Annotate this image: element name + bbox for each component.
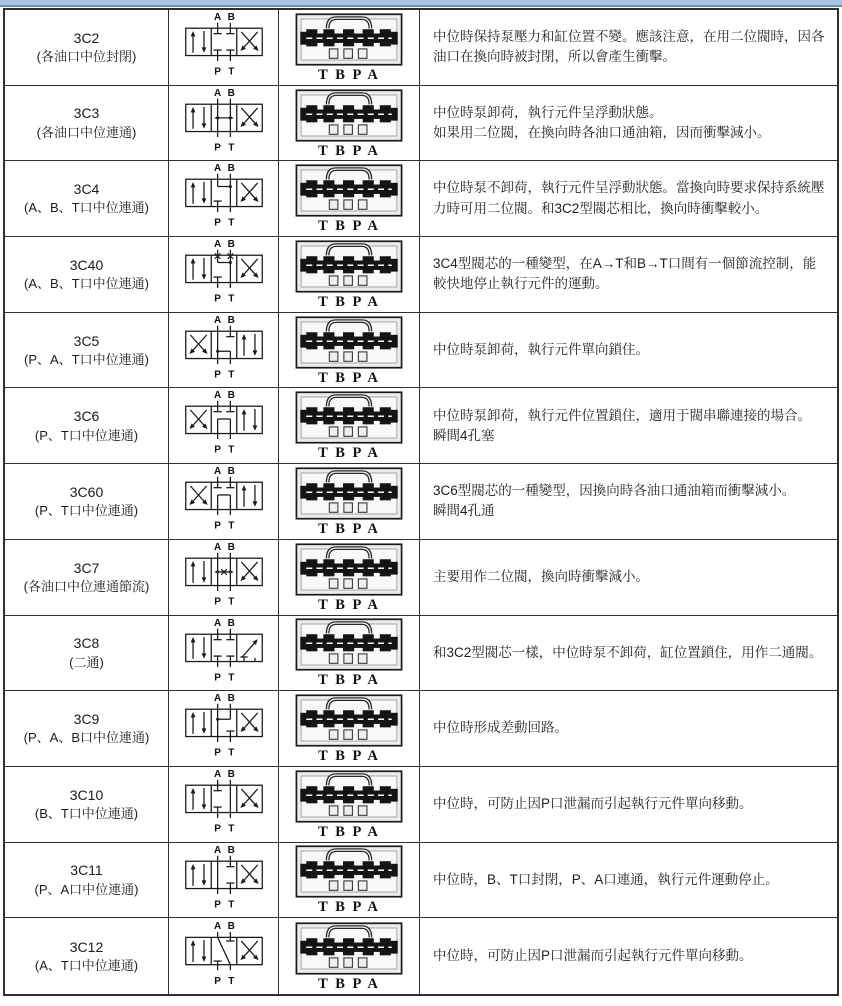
spool-diagram-icon	[291, 922, 407, 975]
description-cell: 中位時形成差動回路。	[433, 720, 568, 736]
port-p-label: P	[213, 369, 221, 381]
spool-diagram-icon	[291, 618, 407, 671]
valve-type-name: (P、T口中位連通)	[34, 427, 139, 443]
valve-type-code: 3C40	[69, 256, 104, 273]
port-a-label: A	[213, 768, 221, 780]
symbol-cell	[169, 691, 279, 766]
spool-port-labels: T B P A	[318, 596, 380, 613]
port-b-label: B	[227, 768, 235, 780]
spool-cell	[279, 691, 420, 766]
type-cell	[5, 86, 169, 161]
port-p-label: P	[213, 520, 221, 532]
port-t-label: T	[227, 823, 234, 835]
symbol-cell	[169, 388, 279, 463]
port-t-label: T	[227, 975, 234, 987]
spool-port-labels: T B P A	[318, 142, 380, 159]
port-a-label: A	[213, 466, 221, 478]
port-t-label: T	[227, 66, 234, 78]
valve-type-name: (P、A口中位連通)	[34, 881, 139, 897]
valve-type-code: 3C5	[73, 332, 100, 349]
table-row	[5, 843, 837, 919]
port-p-label: P	[213, 218, 221, 230]
port-t-label: T	[227, 596, 234, 608]
port-a-label: A	[213, 12, 221, 24]
valve-type-name: (各油口中位連通節流)	[23, 578, 150, 594]
spool-cell	[279, 464, 420, 539]
port-b-label: B	[227, 844, 235, 856]
hydraulic-valve-symbol-icon	[173, 237, 275, 312]
symbol-cell	[169, 843, 279, 918]
spool-cell	[279, 10, 420, 85]
table-row	[5, 691, 837, 767]
spool-diagram-icon	[291, 543, 407, 596]
valve-type-name: (P、A、B口中位連通)	[23, 730, 150, 746]
port-p-label: P	[213, 293, 221, 305]
hydraulic-valve-symbol-icon	[173, 86, 275, 161]
port-t-label: T	[227, 520, 234, 532]
valve-type-name: (A、B、T口中位連通)	[24, 200, 149, 216]
port-a-label: A	[213, 163, 221, 175]
type-cell	[5, 540, 169, 615]
valve-type-name: (A、B、T口中位連通)	[24, 276, 149, 292]
spool-diagram-icon	[291, 694, 407, 747]
port-a-label: A	[213, 844, 221, 856]
spool-diagram-icon	[291, 467, 407, 520]
port-b-label: B	[227, 239, 235, 251]
port-b-label: B	[227, 693, 235, 705]
description-cell: 中位時，可防止因P口泄漏而引起執行元件單向移動。	[433, 796, 753, 812]
hydraulic-valve-symbol-icon	[173, 161, 275, 236]
symbol-cell	[169, 540, 279, 615]
description-cell: 中位時保持泵壓力和缸位置不變。應該注意，在用二位閥時，因各油口在換向時被封閉，所以會產生衝擊。	[433, 29, 825, 65]
table-row	[5, 10, 837, 86]
port-a-label: A	[213, 541, 221, 553]
port-b-label: B	[227, 920, 235, 932]
table-row	[5, 388, 837, 464]
symbol-cell	[169, 464, 279, 539]
symbol-cell	[169, 918, 279, 994]
port-p-label: P	[213, 899, 221, 911]
port-p-label: P	[213, 596, 221, 608]
valve-type-name: (B、T口中位連通)	[34, 805, 139, 821]
table-row	[5, 616, 837, 692]
type-cell	[5, 616, 169, 691]
symbol-cell	[169, 616, 279, 691]
spool-cell	[279, 540, 420, 615]
port-t-label: T	[227, 445, 234, 457]
valve-type-code: 3C9	[73, 710, 100, 727]
symbol-cell	[169, 86, 279, 161]
spool-type-table	[3, 8, 839, 996]
table-row	[5, 540, 837, 616]
valve-type-code: 3C4	[73, 181, 100, 198]
spool-cell	[279, 616, 420, 691]
table-row	[5, 464, 837, 540]
description-cell: 主要用作二位閥，換向時衝擊減小。	[433, 569, 649, 585]
port-t-label: T	[227, 899, 234, 911]
valve-type-code: 3C3	[73, 105, 100, 122]
port-t-label: T	[227, 369, 234, 381]
valve-type-name: (各油口中位連通)	[36, 124, 137, 140]
valve-type-name: (各油口中位封閉)	[36, 49, 137, 65]
port-p-label: P	[213, 747, 221, 759]
hydraulic-valve-symbol-icon	[173, 10, 275, 85]
valve-type-code: 3C60	[69, 483, 104, 500]
table-row	[5, 918, 837, 994]
table-row	[5, 767, 837, 843]
port-b-label: B	[227, 163, 235, 175]
spool-port-labels: T B P A	[318, 520, 380, 537]
spool-port-labels: T B P A	[318, 899, 380, 916]
port-b-label: B	[227, 390, 235, 402]
port-t-label: T	[227, 672, 234, 684]
hydraulic-valve-symbol-icon	[173, 767, 275, 842]
type-cell	[5, 388, 169, 463]
table-row	[5, 313, 837, 389]
port-b-label: B	[227, 466, 235, 478]
hydraulic-valve-symbol-icon	[173, 843, 275, 918]
description-cell: 中位時泵不卸荷，執行元件呈浮動狀態。當換向時要求保持系統壓力時可用二位閥。和3C2型閥芯相比，換向時衝擊較小。	[433, 180, 825, 216]
type-cell	[5, 767, 169, 842]
spool-diagram-icon	[291, 240, 407, 293]
port-b-label: B	[227, 541, 235, 553]
spool-diagram-icon	[291, 391, 407, 444]
spool-port-labels: T B P A	[318, 748, 380, 765]
type-cell	[5, 691, 169, 766]
port-t-label: T	[227, 293, 234, 305]
port-a-label: A	[213, 390, 221, 402]
spool-diagram-icon	[291, 845, 407, 898]
port-a-label: A	[213, 239, 221, 251]
spool-port-labels: T B P A	[318, 369, 380, 386]
spool-cell	[279, 86, 420, 161]
port-p-label: P	[213, 445, 221, 457]
port-p-label: P	[213, 66, 221, 78]
port-a-label: A	[213, 87, 221, 99]
type-cell	[5, 843, 169, 918]
port-p-label: P	[213, 975, 221, 987]
valve-type-name: (A、T口中位連通)	[34, 957, 139, 973]
valve-type-code: 3C7	[73, 559, 100, 576]
spool-port-labels: T B P A	[318, 445, 380, 462]
hydraulic-valve-symbol-icon	[173, 691, 275, 766]
description-cell: 中位時，可防止因P口泄漏而引起執行元件單向移動。	[433, 947, 753, 963]
spool-diagram-icon	[291, 13, 407, 66]
hydraulic-valve-symbol-icon	[173, 464, 275, 539]
valve-type-code: 3C11	[70, 862, 103, 879]
port-b-label: B	[227, 87, 235, 99]
spool-port-labels: T B P A	[318, 218, 380, 235]
port-t-label: T	[227, 218, 234, 230]
symbol-cell	[169, 10, 279, 85]
type-cell	[5, 464, 169, 539]
symbol-cell	[169, 161, 279, 236]
description-cell: 和3C2型閥芯一樣，中位時泵不卸荷，缸位置鎖住，用作二通閥。	[433, 644, 823, 660]
description-cell: 中位時泵卸荷，執行元件呈浮動狀態。 如果用二位閥，在換向時各油口通油箱，因而衝擊減小。	[433, 104, 771, 141]
port-a-label: A	[213, 693, 221, 705]
description-cell: 3C4型閥芯的一種變型，在A→T和B→T口間有一個節流控制，能較快地停止執行元件的運動。	[433, 256, 817, 292]
port-a-label: A	[213, 314, 221, 326]
hydraulic-valve-symbol-icon	[173, 616, 275, 691]
page-top-strip	[0, 0, 842, 7]
spool-cell	[279, 918, 420, 994]
valve-type-name: (P、T口中位連通)	[34, 503, 139, 519]
port-a-label: A	[213, 617, 221, 629]
table-row	[5, 161, 837, 237]
spool-port-labels: T B P A	[318, 672, 380, 689]
port-p-label: P	[213, 823, 221, 835]
spool-port-labels: T B P A	[318, 293, 380, 310]
port-t-label: T	[227, 142, 234, 154]
port-b-label: B	[227, 617, 235, 629]
port-p-label: P	[213, 672, 221, 684]
spool-diagram-icon	[291, 89, 407, 142]
table-row	[5, 86, 837, 162]
description-cell: 中位時，B、T口封閉，P、A口連通，執行元件運動停止。	[433, 871, 779, 887]
table-row	[5, 237, 837, 313]
spool-port-labels: T B P A	[318, 66, 380, 83]
port-t-label: T	[227, 747, 234, 759]
port-a-label: A	[213, 920, 221, 932]
spool-cell	[279, 388, 420, 463]
symbol-cell	[169, 767, 279, 842]
spool-cell	[279, 767, 420, 842]
hydraulic-valve-symbol-icon	[173, 540, 275, 615]
description-cell: 3C6型閥芯的一種變型，因換向時各油口通油箱而衝擊減小。 瞬間4孔通	[433, 483, 796, 519]
port-p-label: P	[213, 142, 221, 154]
valve-type-code: 3C10	[69, 786, 104, 803]
valve-type-code: 3C2	[73, 29, 100, 46]
valve-type-name: (P、A、T口中位連通)	[24, 351, 149, 367]
hydraulic-valve-symbol-icon	[173, 388, 275, 463]
type-cell	[5, 918, 169, 994]
spool-diagram-icon	[291, 770, 407, 823]
valve-type-code: 3C6	[73, 408, 100, 425]
type-cell	[5, 237, 169, 312]
spool-port-labels: T B P A	[318, 975, 380, 992]
type-cell	[5, 161, 169, 236]
spool-cell	[279, 161, 420, 236]
port-b-label: B	[227, 12, 235, 24]
symbol-cell	[169, 313, 279, 388]
valve-type-code: 3C8	[73, 635, 100, 652]
hydraulic-valve-symbol-icon	[173, 919, 275, 994]
description-cell: 中位時泵卸荷，執行元件單向鎖住。	[433, 341, 649, 357]
type-cell	[5, 10, 169, 85]
spool-diagram-icon	[291, 316, 407, 369]
port-b-label: B	[227, 314, 235, 326]
valve-type-code: 3C12	[69, 938, 104, 955]
spool-diagram-icon	[291, 164, 407, 217]
symbol-cell	[169, 237, 279, 312]
type-cell	[5, 313, 169, 388]
description-cell: 中位時泵卸荷，執行元件位置鎖住，適用于閥串聯連接的場合。 瞬間4孔塞	[433, 407, 811, 443]
spool-cell	[279, 313, 420, 388]
spool-cell	[279, 843, 420, 918]
spool-cell	[279, 237, 420, 312]
spool-port-labels: T B P A	[318, 823, 380, 840]
valve-type-name: (二通)	[69, 654, 104, 670]
hydraulic-valve-symbol-icon	[173, 313, 275, 388]
